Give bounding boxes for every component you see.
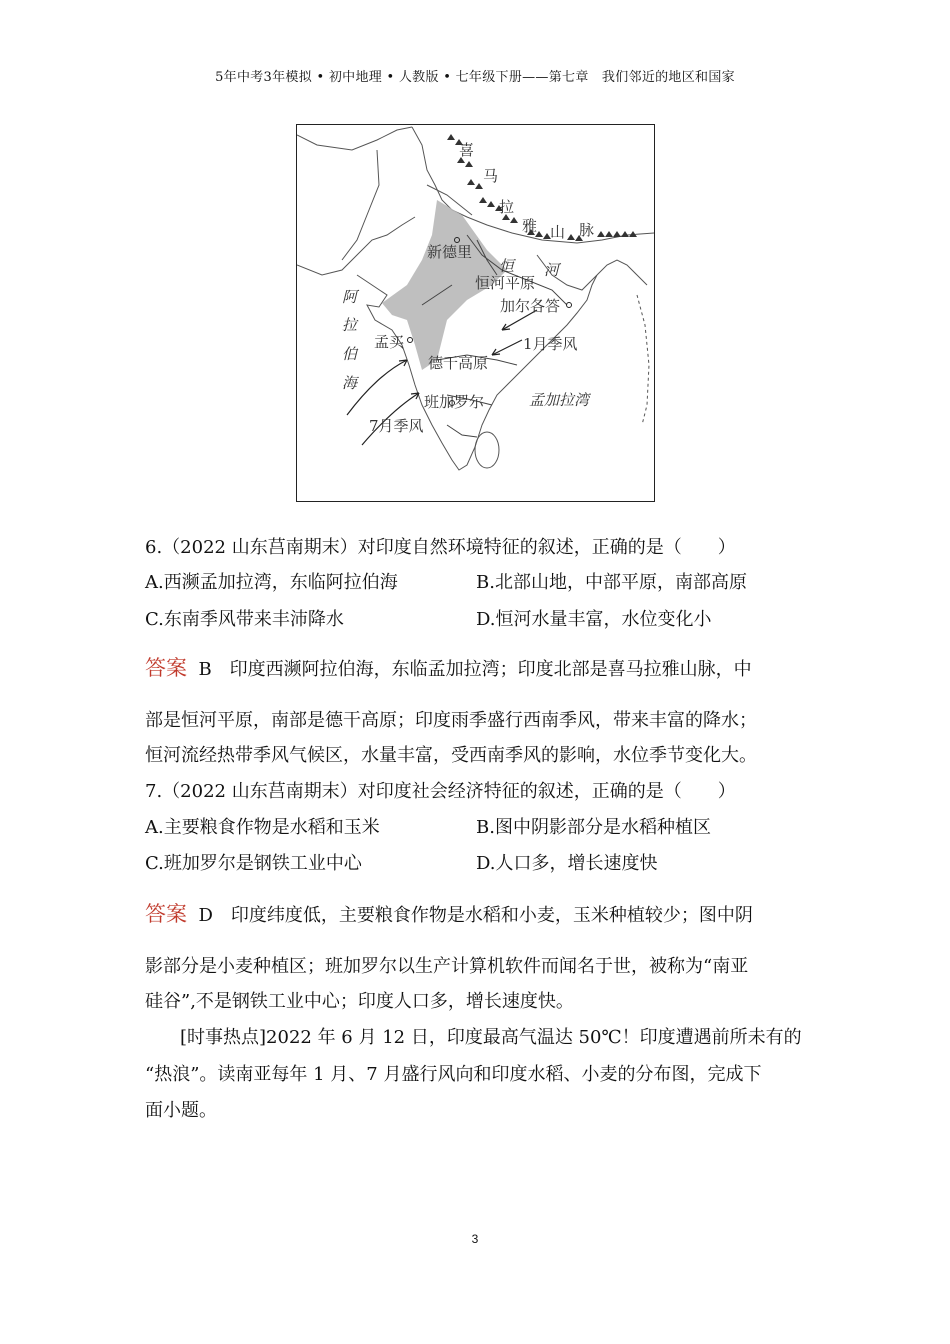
label-shan: 山 (550, 223, 566, 241)
q6-stem: 6.（2022 山东莒南期末）对印度自然环境特征的叙述，正确的是（ ） (145, 537, 736, 558)
label-ma: 马 (483, 167, 499, 185)
bangladesh-border (597, 260, 647, 285)
label-new-delhi: 新德里 (427, 243, 473, 261)
kolkata-dot (567, 303, 572, 308)
label-deccan: 德干高原 (428, 354, 489, 372)
page-header: 5年中考3年模拟 • 初中地理 • 人教版 • 七年级下册——第七章 我们邻近的地区和国家 (215, 70, 735, 85)
q7-option-d: D.人口多，增长速度快 (476, 853, 658, 874)
page-number: 3 (471, 1232, 479, 1246)
label-ganges-plain: 恒河平原 (475, 274, 536, 292)
q7-option-b: B.图中阴影部分是水稻种植区 (476, 817, 711, 838)
afghan-border (342, 150, 379, 260)
label-heng: 恒 (499, 257, 515, 275)
label-bay-of-bengal: 孟加拉湾 (529, 391, 590, 409)
jan-monsoon-arrow-2 (492, 340, 522, 355)
label-arabian-4: 海 (342, 374, 358, 392)
q6-answer-text1: B 印度西濒阿拉伯海，东临孟加拉湾；印度北部是喜马拉雅山脉，中 (198, 659, 752, 680)
label-he: 河 (544, 261, 560, 279)
q6-answer-tag: 答案 (145, 656, 187, 680)
q6-option-c: C.东南季风带来丰沛降水 (145, 609, 344, 630)
q7-answer-text1: D 印度纬度低，主要粮食作物是水稻和小麦，玉米种植较少；图中阴 (198, 905, 753, 926)
q6-answer-line2: 部是恒河平原，南部是德干高原；印度雨季盛行西南季风，带来丰富的降水； (145, 710, 757, 731)
label-xi: 喜 (459, 141, 475, 159)
label-mumbai: 孟买 (374, 333, 405, 351)
label-ya: 雅 (522, 217, 538, 235)
hot-topic-line1: [时事热点]2022 年 6 月 12 日，印度最高气温达 50℃！印度遭遇前所未有的 (180, 1027, 802, 1048)
q7-answer-line3: 硅谷”,不是钢铁工业中心；印度人口多，增长速度快。 (145, 991, 574, 1012)
q7-answer-tag: 答案 (145, 902, 187, 926)
label-arabian-1: 阿 (342, 288, 358, 306)
q7-option-c: C.班加罗尔是钢铁工业中心 (145, 853, 362, 874)
label-jul-monsoon: 7月季风 (369, 417, 424, 435)
q7-answer-line1 (145, 902, 753, 928)
q6-option-a: A.西濒孟加拉湾，东临阿拉伯海 (145, 572, 398, 593)
label-kolkata: 加尔各答 (500, 297, 561, 315)
myanmar-coast (637, 295, 649, 425)
india-map-drawing (297, 125, 654, 501)
q6-answer-line1 (145, 656, 752, 682)
q6-option-b: B.北部山地，中部平原，南部高原 (476, 572, 747, 593)
mumbai-dot (408, 338, 413, 343)
india-map (296, 124, 655, 502)
label-bangalore: 班加罗尔 (424, 393, 485, 411)
northwest-border (297, 127, 412, 150)
q7-option-a: A.主要粮食作物是水稻和玉米 (145, 817, 380, 838)
himalaya-mountain-symbols (447, 134, 637, 241)
q6-option-d: D.恒河水量丰富，水位变化小 (476, 609, 712, 630)
q7-answer-line2: 影部分是小麦种植区；班加罗尔以生产计算机软件而闻名于世，被称为“南亚 (145, 956, 749, 977)
hot-topic-line3: 面小题。 (145, 1100, 217, 1121)
q6-answer-line3: 恒河流经热带季风气候区，水量丰富，受西南季风的影响，水位季节变化大。 (145, 745, 757, 766)
label-mai: 脉 (579, 221, 595, 239)
label-arabian-2: 拉 (342, 316, 358, 334)
pakistan-border (297, 217, 415, 275)
label-la: 拉 (499, 198, 515, 216)
label-arabian-3: 伯 (342, 345, 358, 363)
sri-lanka (475, 432, 499, 468)
label-jan-monsoon: 1月季风 (523, 335, 578, 353)
q7-stem: 7.（2022 山东莒南期末）对印度社会经济特征的叙述，正确的是（ ） (145, 781, 736, 802)
hot-topic-line2: “热浪”。读南亚每年 1 月、7 月盛行风向和印度水稻、小麦的分布图，完成下 (145, 1064, 762, 1085)
